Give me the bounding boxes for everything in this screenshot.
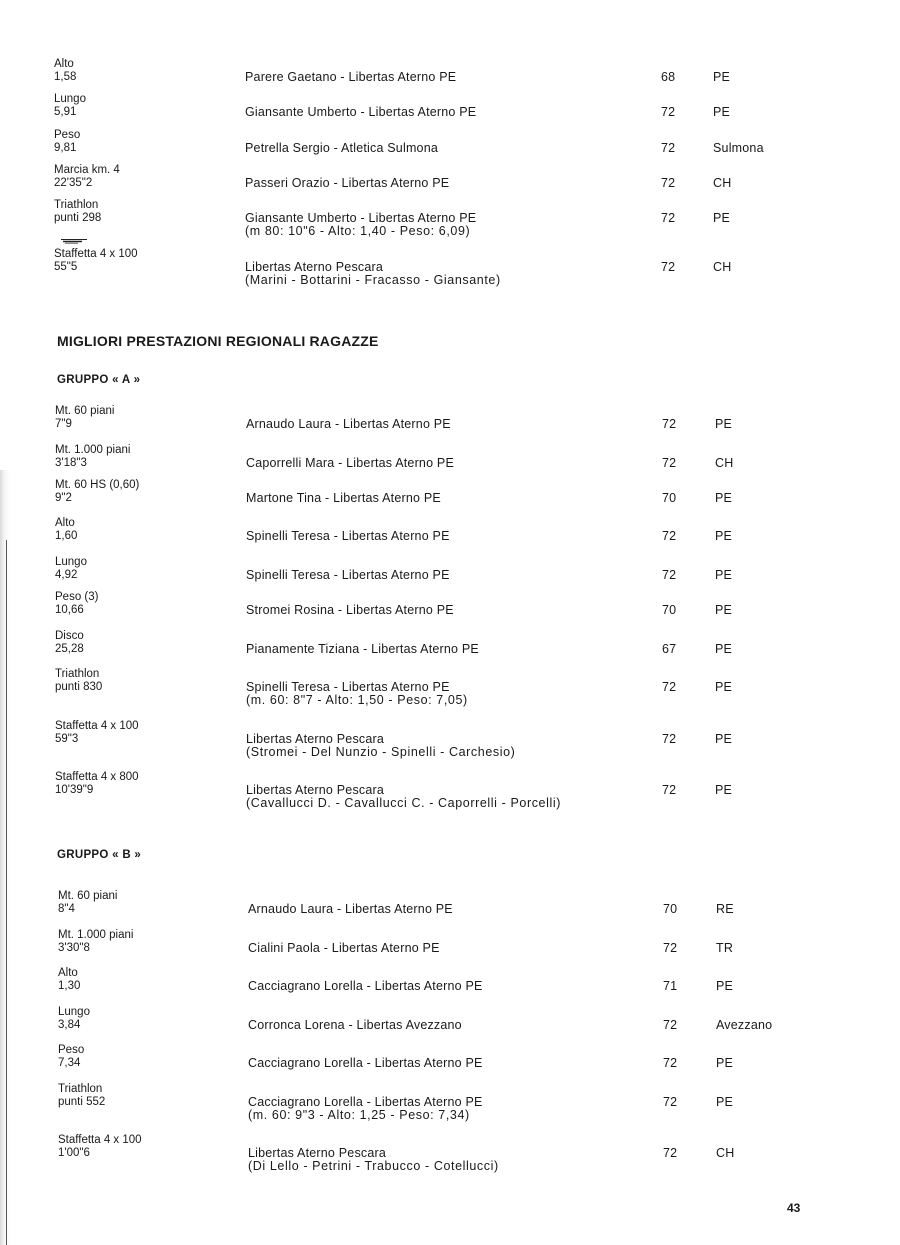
venue: CH [713, 176, 732, 190]
athlete-club: Parere Gaetano - Libertas Aterno PE [245, 70, 457, 84]
athlete-club: Spinelli Teresa - Libertas Aterno PE [246, 680, 450, 694]
athlete-club: Petrella Sergio - Atletica Sulmona [245, 141, 439, 155]
venue: PE [715, 568, 733, 582]
result-value: 8"4 [58, 903, 75, 915]
result-value: 5,91 [54, 106, 77, 118]
birth-year: 70 [663, 902, 678, 916]
venue: PE [713, 211, 731, 225]
event-name: Lungo [58, 1006, 90, 1018]
athlete-club: Libertas Aterno Pescara [245, 260, 384, 274]
detail-line: (m. 60: 8"7 - Alto: 1,50 - Peso: 7,05) [246, 693, 468, 707]
athlete-club: Arnaudo Laura - Libertas Aterno PE [248, 902, 453, 916]
venue: CH [716, 1146, 735, 1160]
detail-line: (Stromei - Del Nunzio - Spinelli - Carchesio) [246, 745, 516, 759]
athlete-club: Martone Tina - Libertas Aterno PE [246, 491, 441, 505]
result-value: 3'18"3 [55, 457, 87, 469]
event-name: Staffetta 4 x 100 [54, 248, 138, 260]
venue: TR [716, 941, 734, 955]
athlete-club: Libertas Aterno Pescara [246, 732, 385, 746]
event-name: Lungo [54, 93, 86, 105]
birth-year: 72 [662, 680, 677, 694]
result-value: 3,84 [58, 1019, 81, 1031]
result-value: 9"2 [55, 492, 72, 504]
detail-line: (m 80: 10"6 - Alto: 1,40 - Peso: 6,09) [245, 224, 471, 238]
birth-year: 72 [661, 176, 676, 190]
birth-year: 72 [662, 417, 677, 431]
event-name: Triathlon [55, 668, 100, 680]
result-value: 22'35"2 [54, 177, 93, 189]
venue: Sulmona [713, 141, 764, 155]
venue: PE [715, 642, 733, 656]
athlete-club: Spinelli Teresa - Libertas Aterno PE [246, 568, 450, 582]
venue: PE [715, 417, 733, 431]
result-value: 10'39"9 [55, 784, 94, 796]
event-name: Mt. 60 piani [55, 405, 115, 417]
birth-year: 70 [662, 603, 677, 617]
event-name: Alto [54, 58, 74, 70]
birth-year: 72 [661, 105, 676, 119]
venue: Avezzano [716, 1018, 773, 1032]
venue: CH [713, 260, 732, 274]
birth-year: 72 [663, 1146, 678, 1160]
birth-year: 72 [662, 568, 677, 582]
athlete-club: Pianamente Tiziana - Libertas Aterno PE [246, 642, 479, 656]
detail-line: (Di Lello - Petrini - Trabucco - Cotellucci) [248, 1159, 499, 1173]
event-name: Peso (3) [55, 591, 99, 603]
result-value: 10,66 [55, 604, 84, 616]
result-value: 4,92 [55, 569, 78, 581]
venue: PE [716, 979, 734, 993]
section-title: MIGLIORI PRESTAZIONI REGIONALI RAGAZZE [57, 333, 379, 349]
result-value: punti 552 [58, 1096, 106, 1108]
birth-year: 72 [661, 260, 676, 274]
result-value: 1,30 [58, 980, 81, 992]
scan-edge-line [6, 540, 7, 1245]
birth-year: 72 [663, 1018, 678, 1032]
athlete-club: Stromei Rosina - Libertas Aterno PE [246, 603, 454, 617]
result-value: 7"9 [55, 418, 72, 430]
venue: PE [715, 529, 733, 543]
venue: PE [716, 1056, 734, 1070]
result-value: 55"5 [54, 261, 78, 273]
birth-year: 72 [661, 211, 676, 225]
birth-year: 67 [662, 642, 677, 656]
athlete-club: Corronca Lorena - Libertas Avezzano [248, 1018, 462, 1032]
group-a-title: GRUPPO « A » [57, 374, 141, 386]
athlete-club: Passeri Orazio - Libertas Aterno PE [245, 176, 450, 190]
venue: PE [715, 491, 733, 505]
venue: PE [716, 1095, 734, 1109]
birth-year: 71 [663, 979, 678, 993]
athlete-club: Libertas Aterno Pescara [246, 783, 385, 797]
event-name: Peso [54, 129, 81, 141]
birth-year: 72 [662, 529, 677, 543]
event-name: Alto [58, 967, 78, 979]
athlete-club: Caporrelli Mara - Libertas Aterno PE [246, 456, 454, 470]
detail-line: (Cavallucci D. - Cavallucci C. - Caporrelli - Porcelli) [246, 796, 562, 810]
venue: PE [713, 70, 731, 84]
group-b-title: GRUPPO « B » [57, 849, 142, 861]
event-name: Disco [55, 630, 84, 642]
detail-line: (Marini - Bottarini - Fracasso - Giansante) [245, 273, 501, 287]
detail-line: (m. 60: 9"3 - Alto: 1,25 - Peso: 7,34) [248, 1108, 470, 1122]
venue: PE [715, 680, 733, 694]
event-name: Lungo [55, 556, 87, 568]
birth-year: 68 [661, 70, 676, 84]
event-name: Triathlon [58, 1083, 103, 1095]
birth-year: 72 [662, 732, 677, 746]
result-value: 1,58 [54, 71, 77, 83]
result-value: punti 298 [54, 212, 102, 224]
event-name: Triathlon [54, 199, 99, 211]
event-name: Staffetta 4 x 100 [58, 1134, 142, 1146]
athlete-club: Spinelli Teresa - Libertas Aterno PE [246, 529, 450, 543]
birth-year: 72 [661, 141, 676, 155]
result-value: 25,28 [55, 643, 84, 655]
venue: RE [716, 902, 734, 916]
result-value: 1,60 [55, 530, 78, 542]
venue: PE [715, 732, 733, 746]
event-name: Alto [55, 517, 75, 529]
event-name: Staffetta 4 x 100 [55, 720, 139, 732]
athlete-club: Cacciagrano Lorella - Libertas Aterno PE [248, 1095, 483, 1109]
birth-year: 70 [662, 491, 677, 505]
result-value: 3'30"8 [58, 942, 90, 954]
ink-mark [60, 238, 88, 244]
result-value: punti 830 [55, 681, 103, 693]
venue: PE [715, 783, 733, 797]
athlete-club: Cialini Paola - Libertas Aterno PE [248, 941, 440, 955]
athlete-club: Arnaudo Laura - Libertas Aterno PE [246, 417, 451, 431]
event-name: Mt. 60 HS (0,60) [55, 479, 140, 491]
event-name: Mt. 1.000 piani [55, 444, 131, 456]
venue: CH [715, 456, 734, 470]
athlete-club: Giansante Umberto - Libertas Aterno PE [245, 211, 477, 225]
athlete-club: Libertas Aterno Pescara [248, 1146, 387, 1160]
athlete-club: Cacciagrano Lorella - Libertas Aterno PE [248, 1056, 483, 1070]
page-number: 43 [787, 1201, 801, 1215]
event-name: Peso [58, 1044, 85, 1056]
event-name: Marcia km. 4 [54, 164, 120, 176]
athlete-club: Giansante Umberto - Libertas Aterno PE [245, 105, 477, 119]
event-name: Mt. 60 piani [58, 890, 118, 902]
birth-year: 72 [663, 1095, 678, 1109]
venue: PE [715, 603, 733, 617]
venue: PE [713, 105, 731, 119]
event-name: Staffetta 4 x 800 [55, 771, 139, 783]
result-value: 9,81 [54, 142, 77, 154]
event-name: Mt. 1.000 piani [58, 929, 134, 941]
birth-year: 72 [663, 941, 678, 955]
result-value: 59"3 [55, 733, 79, 745]
birth-year: 72 [662, 783, 677, 797]
result-value: 7,34 [58, 1057, 81, 1069]
birth-year: 72 [662, 456, 677, 470]
athlete-club: Cacciagrano Lorella - Libertas Aterno PE [248, 979, 483, 993]
birth-year: 72 [663, 1056, 678, 1070]
result-value: 1'00"6 [58, 1147, 90, 1159]
